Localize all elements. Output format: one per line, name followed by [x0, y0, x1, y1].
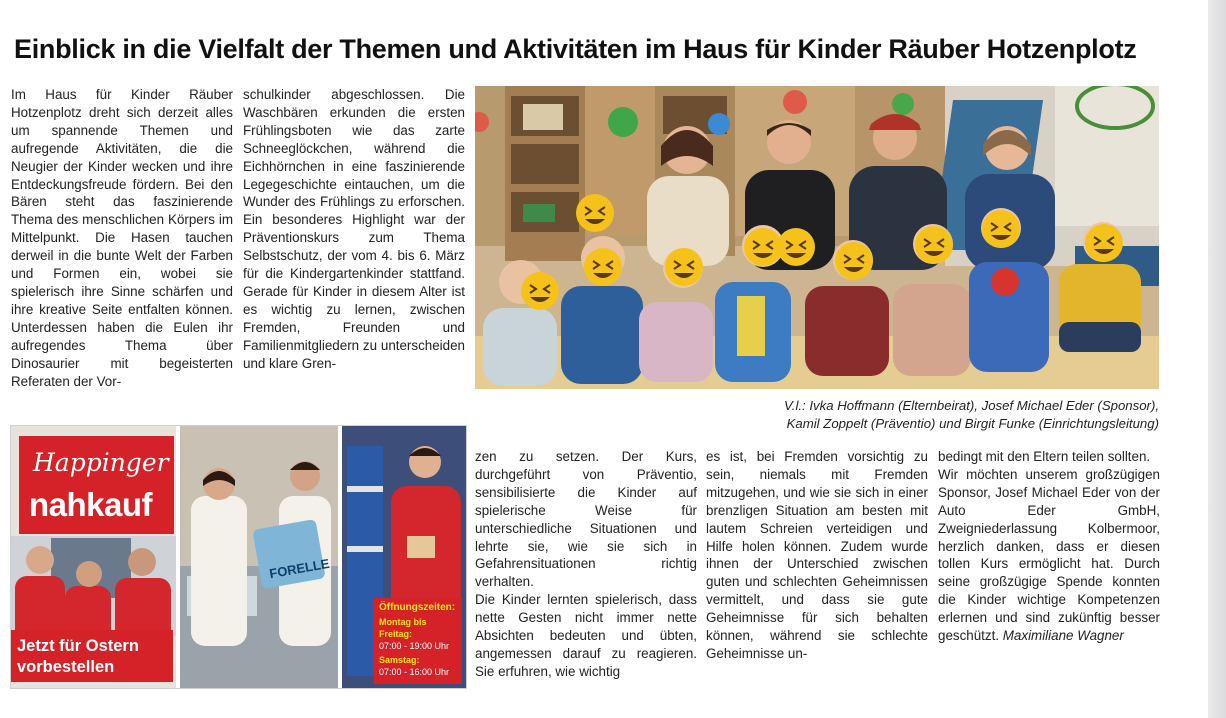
laughing-emoji-icon [982, 210, 1020, 248]
logo-line-1: Happinger [33, 448, 169, 477]
opening-hours-box [374, 598, 462, 684]
logo-line-2: nahkauf [29, 486, 153, 523]
laughing-emoji-icon [835, 242, 873, 280]
laughing-emoji-icon [777, 228, 815, 266]
group-photo-illustration [475, 86, 1159, 389]
saturday-label: Samstag: [379, 655, 420, 665]
text-column-4 [706, 448, 928, 663]
laughing-emoji-icon [744, 228, 782, 266]
nahkauf-logo [19, 436, 174, 534]
laughing-emoji-icon [915, 226, 953, 264]
text-column-3 [475, 448, 697, 681]
laughing-emoji-icon [584, 248, 622, 286]
paragraph: bedingt mit den Eltern teilen sollten. [938, 449, 1151, 464]
weekday-label: Montag bis Freitag: [379, 617, 427, 639]
easter-preorder-banner [11, 630, 173, 682]
caption-line: V.l.: Ivka Hoffmann (Elternbeirat), Josef Michael Eder (Sponsor), [783, 398, 1159, 413]
paragraph: Die Kinder lernten spielerisch, dass nette Gesten nicht immer nette Absichten bedeuten und übten, angemessen darauf zu reagieren. Sie erfuhren, wie wichtig [475, 592, 697, 679]
laughing-emoji-icon [521, 272, 559, 310]
paragraph: zen zu setzen. Der Kurs, durchgeführt von Präventio, sensibilisierte die Kinder auf spielerische Weise für unterschiedliche Situationen und lehrte sie, wie sie sich in Gefahrensituationen richtig verhalten. [475, 449, 697, 590]
paragraph: schulkinder abgeschlossen. Die Waschbären erkunden die ersten Frühlingsboten wie das zarte Schneeglöckchen, während die Eichhörnchen in eine faszinierende Legegeschichte eintauchen, um die Wunder des Frühlings zu erforschen. Ein besonderes Highlight war der Präventionskurs zum Thema Selbstschutz, der vom 4. bis 6. März für die Kindergartenkinder stattfand. Gerade für Kinder in diesem Alter ist es wichtig zu lernen, zwischen Fremden, Freunden und Familienmitgliedern zu unterscheiden und klare Gren- [243, 87, 465, 371]
paragraph: Im Haus für Kinder Räuber Hotzenplotz dreht sich derzeit alles um spannende Themen und aufregende Aktivitäten, die die Neugier der Kinder wecken und ihre Entdeckungsfreude fördern. Bei den Bären steht das faszinierende Thema des menschlichen Körpers im Mittelpunkt. Die Hasen tauchen derweil in die bunte Welt der Farben und Formen ein, wobei sie spielerisch ihre Sinne schärfen und ihre kreative Seite entfalten können. Unterdessen haben die Eulen ihr aufregendes Thema über Dinosaurier mit begeisterten Referaten der Vor- [11, 87, 233, 389]
text-column-5 [938, 448, 1160, 645]
laughing-emoji-icon [576, 194, 614, 232]
paragraph-text: Wir möchten unserem großzügigen Sponsor, Josef Michael Eder von der Auto Eder GmbH, Zweigniederlassung Kolbermoor, herzlich danken, dass er diesen tollen Kurs ermöglicht hat. Durch seine großzügige Spende konnten die Kinder wichtige Kompetenzen erlernen und sind zukünftig besser geschützt. [938, 466, 1160, 644]
article-headline: Einblick in die Vielfalt der Themen und Aktivitäten im Haus für Kinder Räuber Hotzenplotz [14, 34, 1137, 64]
fish-sign: FORELLE [268, 555, 331, 582]
photo-caption [700, 397, 1159, 433]
paragraph: es ist, bei Fremden vorsichtig zu sein, niemals mit Fremden mitzugehen, und wie sie sich in einer brenzligen Situation am besten mit lautem Schreien verteidigen und Hilfe holen können. Zudem wurde ihnen der Unterschied zwischen guten und schlechten Geheimnissen vermittelt, und dass sie gute Geheimnisse für sich behalten können, während sie schlechte Geheimnisse un- [706, 449, 928, 661]
laughing-emoji-icon [665, 248, 703, 286]
page-edge [1208, 0, 1226, 718]
author-name: Maximiliane Wagner [1002, 628, 1124, 644]
saturday-hours: 07:00 - 16:00 Uhr [379, 667, 450, 677]
banner-line: vorbestellen [17, 658, 115, 676]
advertisement [10, 425, 467, 689]
caption-line: Kamil Zoppelt (Präventio) und Birgit Funke (Einrichtungsleitung) [786, 416, 1159, 431]
group-photo [475, 86, 1159, 389]
paragraph [938, 466, 1160, 645]
opening-hours-title: Öffnungszeiten: [379, 602, 456, 613]
weekday-hours: 07:00 - 19:00 Uhr [379, 641, 450, 651]
text-column-1 [11, 86, 233, 390]
laughing-emoji-icon [1085, 224, 1123, 262]
text-column-2 [243, 86, 465, 373]
banner-line: Jetzt für Ostern [17, 637, 139, 655]
